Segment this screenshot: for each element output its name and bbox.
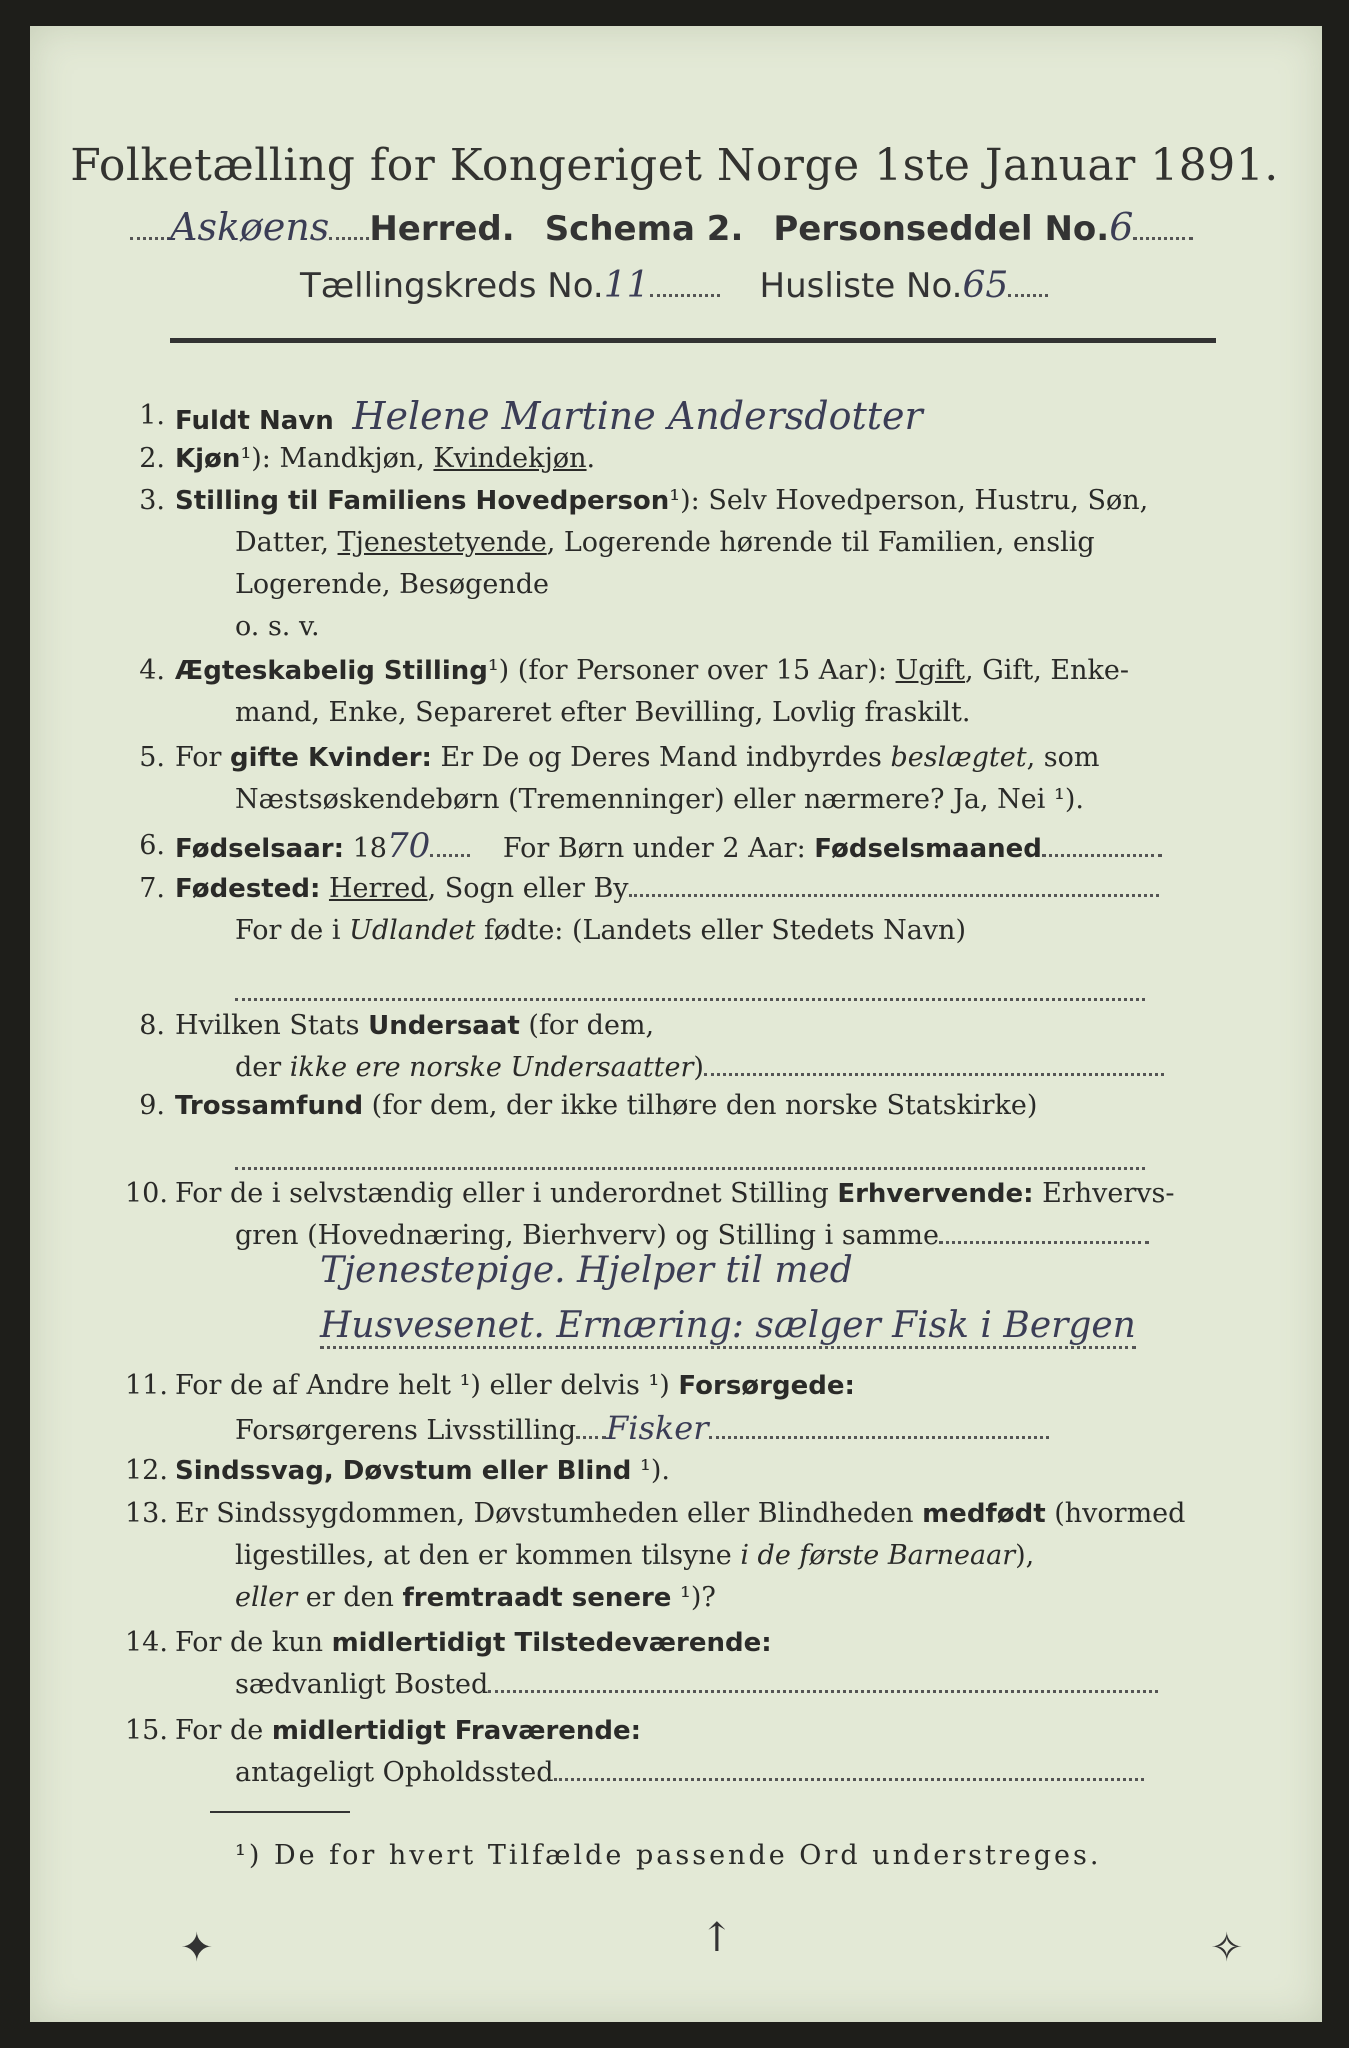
header-line-herred: [130, 205, 1193, 249]
occupation-handwriting-2: Husvesenet. Ernæring: sælger Fisk i Bergen: [320, 1305, 1136, 1349]
item-14-temporary-present: 14. For de kun midlertidigt Tilstedeværende: sædvanligt Bosted: [175, 1622, 1215, 1706]
header-line-kreds: [300, 265, 1048, 306]
form-title: Folketælling for Kongeriget Norge 1ste Januar 1891.: [70, 140, 1279, 191]
item-7-birthplace: 7. Fødested: Herred, Sogn eller By For de i Udlandet fødte: (Landets eller Stedets Navn): [175, 868, 1215, 1014]
full-name-value: Helene Martine Andersdotter: [352, 394, 923, 438]
herred-value: Askøens: [170, 205, 330, 249]
item-10-occupation: 10. For de i selvstændig eller i underordnet Stilling Erhvervende: Erhvervs- gren (Hovednæring, Bierhverv) og Stilling i samme: [125, 1178, 1175, 1251]
supporter-occupation-value: Fisker: [606, 1409, 709, 1447]
footnote: ¹) De for hvert Tilfælde passende Ord understreges.: [235, 1840, 1102, 1871]
tællingskreds-label: Tællingskreds No.: [300, 266, 604, 306]
item-15-temporary-absent: 15. For de midlertidigt Fraværende: antageligt Opholdssted: [175, 1710, 1215, 1794]
husliste-label: Husliste No.: [759, 266, 963, 306]
item-3-family-position: 3. Stilling til Familiens Hovedperson¹): Selv Hovedperson, Hustru, Søn, Datter, Tjenestetyende, Logerende hørende til Familien, enslig Logerende, Besøgende o. s. v.: [139, 485, 1149, 642]
item-5-married-women: 5. For gifte Kvinder: Er De og Deres Mand indbyrdes beslægtet, som Næstsøskendebørn (Tremenninger) eller nærmere? Ja, Nei ¹).: [139, 742, 1100, 815]
position-selected: Tjenestetyende: [337, 527, 547, 558]
schema-label: Schema 2.: [544, 209, 744, 249]
husliste-value: 65: [962, 265, 1009, 306]
item-13-congenital: 13. Er Sindssygdommen, Døvstumheden eller Blindheden medfødt (hvormed ligestilles, at den er kommen tilsyne i de første Barneaar), eller er den fremtraadt senere ¹)?: [125, 1498, 1186, 1613]
corner-mark-right-icon: ✧: [1210, 1925, 1244, 1971]
personseddel-value: 6: [1109, 205, 1134, 249]
corner-mark-left-icon: ✦: [180, 1925, 214, 1971]
herred-label: Herred.: [369, 209, 515, 249]
occupation-handwriting-1: Tjenestepige. Hjelper til med: [320, 1250, 853, 1291]
footnote-rule: [210, 1811, 350, 1813]
item-11-supported: 11. For de af Andre helt ¹) eller delvis ¹) Forsørgede: Forsørgerens Livsstilling Fisker: [175, 1365, 1215, 1452]
header-rule: [170, 338, 1216, 343]
corner-mark-center-icon: ↑: [700, 1915, 734, 1961]
birthplace-selected: Herred: [328, 873, 428, 904]
full-name-label: Fuldt Navn: [175, 406, 334, 436]
item-9-religion: 9. Trossamfund (for dem, der ikke tilhøre den norske Statskirke): [175, 1085, 1215, 1183]
tællingskreds-value: 11: [603, 265, 650, 306]
item-6-birth-year: 6. Fødselsaar: 1870 For Børn under 2 Aar: Fødselsmaaned: [175, 825, 1215, 870]
birth-year-value: 70: [386, 826, 431, 866]
item-4-marital-status: 4. Ægteskabelig Stilling¹) (for Personer over 15 Aar): Ugift, Gift, Enke- mand, Enke, Separeret efter Bevilling, Lovlig fraskilt.: [139, 655, 1129, 728]
gender-selected: Kvindekjøn: [433, 443, 587, 474]
marital-selected: Ugift: [895, 655, 966, 686]
item-12-disability: 12. Sindssvag, Døvstum eller Blind ¹).: [125, 1455, 670, 1486]
item-8-citizenship: 8. Hvilken Stats Undersaat (for dem, der ikke ere norske Undersaatter): [175, 1005, 1215, 1089]
item-2-gender: 2. Kjøn¹): Mandkjøn, Kvindekjøn.: [139, 443, 596, 474]
personseddel-label: Personseddel No.: [773, 209, 1110, 249]
item-1-full-name: 1. Fuldt Navn Helene Martine Andersdotter: [139, 394, 923, 438]
